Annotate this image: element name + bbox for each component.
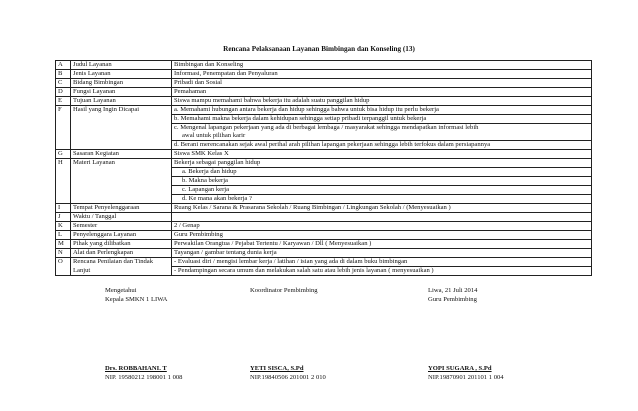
table-row bbox=[56, 79, 592, 88]
row-label: Tujuan Layanan bbox=[71, 97, 172, 106]
row-code: J bbox=[56, 213, 71, 222]
table-row bbox=[56, 88, 592, 97]
row-code: N bbox=[56, 249, 71, 258]
row-label: Jenis Layanan bbox=[71, 70, 172, 79]
signature-role: Guru Pembimbing bbox=[428, 296, 477, 303]
row-code: D bbox=[56, 88, 71, 97]
table-row bbox=[56, 231, 592, 240]
table-row bbox=[56, 70, 592, 79]
signature-name-block-counselor bbox=[428, 364, 504, 382]
row-value: Pribadi dan Sosial bbox=[172, 79, 592, 88]
row-code: L bbox=[56, 231, 71, 240]
row-subitem: b. Makna bekerja bbox=[172, 177, 592, 186]
signature-block-coordinator bbox=[250, 286, 318, 295]
row-code: G bbox=[56, 150, 71, 159]
row-label: Rencana Penilaian dan Tindak bbox=[71, 258, 172, 267]
row-code: I bbox=[56, 204, 71, 213]
table-row bbox=[56, 213, 592, 222]
row-label: Tempat Penyelenggaraan bbox=[71, 204, 172, 213]
table-row bbox=[56, 106, 592, 115]
table-row bbox=[56, 186, 592, 195]
row-value: Perwakilan Orangtua / Pejabat Tertentu / Karyawan / Dll ( Menyesuaikan ) bbox=[172, 240, 592, 249]
table-row bbox=[56, 141, 592, 150]
row-label: Penyelenggara Layanan bbox=[71, 231, 172, 240]
row-value bbox=[172, 213, 592, 222]
row-subitem: a. Memahami hubungan antara bekerja dan hidup sehingga bahwa untuk bisa hidup itu perlu bekerja bbox=[172, 106, 592, 115]
row-subitem: Bekerja sebagai panggilan hidup bbox=[172, 159, 592, 168]
row-label: Hasil yang Ingin Dicapai bbox=[71, 106, 172, 115]
table-row bbox=[56, 249, 592, 258]
signature-nip: NIP.19870901 201101 1 004 bbox=[428, 374, 504, 381]
table-row bbox=[56, 132, 592, 141]
table-row bbox=[56, 168, 592, 177]
signature-block-principal bbox=[105, 286, 167, 304]
row-label: Bidang Bimbingan bbox=[71, 79, 172, 88]
row-subitem: d. Berani merencanakan sejak awal perihal arah pilihan lapangan pekerjaan sehingga lebih terfokus dalam persiapannya bbox=[172, 141, 592, 150]
signature-name-block-principal bbox=[105, 364, 182, 382]
table-row bbox=[56, 240, 592, 249]
table-row bbox=[56, 115, 592, 124]
row-label: Fungsi Layanan bbox=[71, 88, 172, 97]
signature-role: Koordinator Pembimbing bbox=[250, 287, 318, 294]
row-subitem: c. Mengenal lapangan pekerjaan yang ada di berbagai lembaga / masyarakat sehingga mendapatkan informasi lebih bbox=[172, 124, 592, 133]
row-label: Waktu / Tanggal bbox=[71, 213, 172, 222]
signature-nip: NIP.19840506 201001 2 010 bbox=[250, 374, 326, 381]
signature-name-block-coordinator bbox=[250, 364, 326, 382]
table-row bbox=[56, 124, 592, 133]
row-code: F bbox=[56, 106, 71, 115]
row-subitem: c. Lapangan kerja bbox=[172, 186, 592, 195]
table-row bbox=[56, 61, 592, 70]
signature-name: Drs. ROBBAHANI. T bbox=[105, 365, 167, 372]
row-label-continued: Lanjut bbox=[71, 267, 172, 276]
table-row bbox=[56, 204, 592, 213]
row-code: O bbox=[56, 258, 71, 267]
row-label: Semester bbox=[71, 222, 172, 231]
table-row bbox=[56, 267, 592, 276]
row-value: Ruang Kelas / Sarana & Prasarana Sekolah / Ruang Bimbingan / Lingkungan Sekolah / (Menyesuaikan ) bbox=[172, 204, 592, 213]
row-label: Sasaran Kegiatan bbox=[71, 150, 172, 159]
signature-name: YETI SISCA, S.Pd bbox=[250, 365, 304, 372]
row-label: Judul Layanan bbox=[71, 61, 172, 70]
row-label: Alat dan Perlengkapan bbox=[71, 249, 172, 258]
signature-nip: NIP. 19580212 198001 1 008 bbox=[105, 374, 183, 381]
table-row bbox=[56, 177, 592, 186]
signature-line1: Liwa, 21 Juli 2014 bbox=[428, 287, 478, 294]
row-value: Guru Pembimbing bbox=[172, 231, 592, 240]
row-subitem: b. Memahami makna bekerja dalam kehidupan sehingga setiap pribadi terpanggil untuk bekerja bbox=[172, 115, 592, 124]
row-value: 2 / Genap bbox=[172, 222, 592, 231]
signature-name: YOPI SUGARA , S.Pd bbox=[428, 365, 492, 372]
row-subitem: a. Bekerja dan hidup bbox=[172, 168, 592, 177]
row-subitem: - Evaluasi diri / mengisi lembar kerja / latihan / isian yang ada di dalam buku bimbingan bbox=[172, 258, 592, 267]
row-code: K bbox=[56, 222, 71, 231]
signature-block-counselor bbox=[428, 286, 477, 304]
row-code: A bbox=[56, 61, 71, 70]
row-value: Siswa SMK Kelas X bbox=[172, 150, 592, 159]
row-value: Siswa mampu memahami bahwa bekerja itu adalah suatu panggilan hidup bbox=[172, 97, 592, 106]
row-code: E bbox=[56, 97, 71, 106]
table-row bbox=[56, 159, 592, 168]
row-subitem: d. Ke mana akan bekerja ? bbox=[172, 195, 592, 204]
row-code: H bbox=[56, 159, 71, 168]
row-value: Informasi, Penempatan dan Penyaluran bbox=[172, 70, 592, 79]
row-label: Materi Layanan bbox=[71, 159, 172, 168]
row-value: Bimbingan dan Konseling bbox=[172, 61, 592, 70]
table-row bbox=[56, 150, 592, 159]
table-row bbox=[56, 195, 592, 204]
row-code: C bbox=[56, 79, 71, 88]
table-row bbox=[56, 97, 592, 106]
table-row bbox=[56, 258, 592, 267]
row-subitem: awal untuk pilihan karir bbox=[172, 132, 592, 141]
signature-role: Kepala SMKN 1 LIWA bbox=[105, 296, 168, 303]
row-value: Tayangan / gambar tentang dunia kerja bbox=[172, 249, 592, 258]
signature-line1: Mengetahui bbox=[105, 287, 137, 294]
row-code: M bbox=[56, 240, 71, 249]
plan-table bbox=[55, 60, 592, 276]
document-title: Rencana Pelaksanaan Layanan Bimbingan dan Konseling (13) bbox=[223, 45, 415, 53]
table-row bbox=[56, 222, 592, 231]
row-subitem: - Pendampingan secara umum dan melakukan salah satu atau lebih jenis layanan ( menyesuaikan ) bbox=[172, 267, 592, 276]
row-value: Pemahaman bbox=[172, 88, 592, 97]
row-code: B bbox=[56, 70, 71, 79]
row-label: Pihak yang dilibatkan bbox=[71, 240, 172, 249]
